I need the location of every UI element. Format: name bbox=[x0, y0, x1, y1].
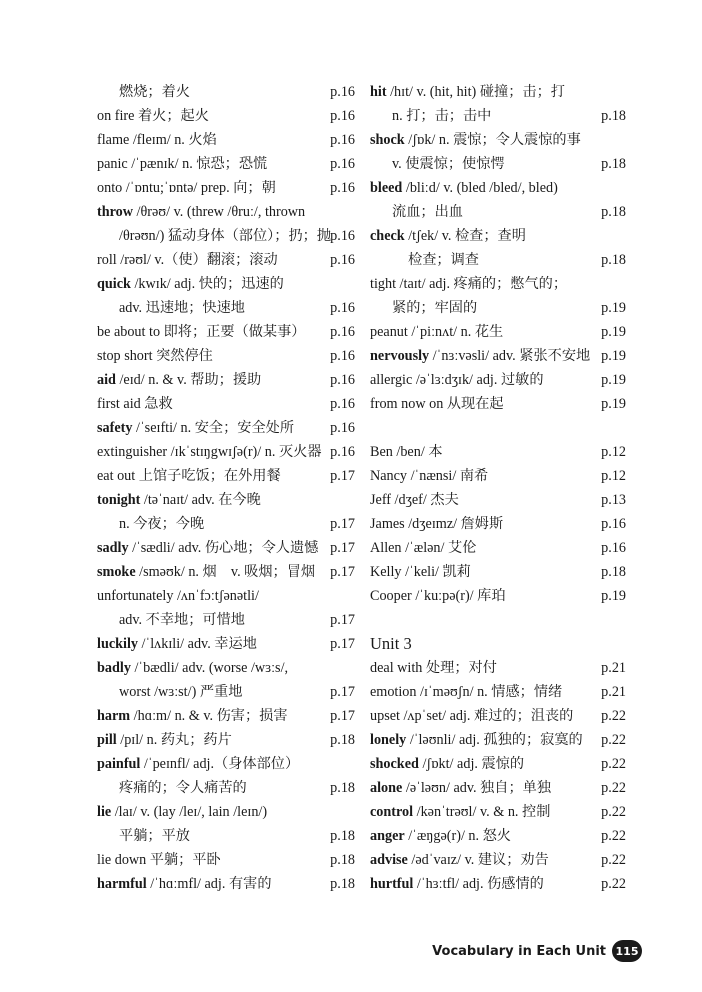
entry-text bbox=[370, 128, 581, 152]
vocab-entry bbox=[370, 824, 626, 848]
unit-heading bbox=[370, 632, 626, 656]
unit-title: Unit 3 bbox=[370, 634, 412, 653]
vocab-entry bbox=[370, 656, 626, 680]
entry-text bbox=[370, 872, 544, 896]
definition: /hɪt/ v. (hit, hit) 碰撞；击；打 bbox=[386, 84, 565, 100]
entry-text bbox=[370, 464, 488, 488]
entry-text bbox=[370, 536, 476, 560]
definition: /ˈhɑːmfl/ adj. 有害的 bbox=[146, 876, 272, 892]
definition: Ben /ben/ 本 bbox=[370, 444, 443, 460]
definition: /ˈhɜːtfl/ adj. 伤感情的 bbox=[413, 876, 544, 892]
entry-text bbox=[97, 440, 322, 464]
entry-text bbox=[97, 536, 318, 560]
entry-text bbox=[97, 176, 276, 200]
vocab-entry bbox=[97, 536, 355, 560]
entry-text bbox=[370, 80, 565, 104]
definition: Nancy /ˈnænsi/ 南希 bbox=[370, 468, 489, 484]
page-reference: p.16 bbox=[330, 300, 355, 316]
page-reference: p.19 bbox=[601, 300, 626, 316]
definition: /ˈbædli/ adv. (worse /wɜːs/, bbox=[130, 660, 289, 676]
definition: /ˈsædli/ adv. 伤心地；令人遗憾 bbox=[128, 540, 319, 556]
entry-text bbox=[97, 608, 245, 632]
definition: 疼痛的；令人痛苦的 bbox=[119, 780, 247, 796]
definition: adv. 不幸地；可惜地 bbox=[119, 612, 245, 628]
page-reference: p.16 bbox=[330, 156, 355, 172]
definition: n. 今夜；今晚 bbox=[119, 516, 205, 532]
entry-text bbox=[370, 392, 504, 416]
definition: /təˈnaɪt/ adv. 在今晚 bbox=[140, 492, 261, 508]
entry-text bbox=[97, 152, 267, 176]
definition: /kənˈtrəʊl/ v. & n. 控制 bbox=[413, 804, 551, 820]
entry-text bbox=[370, 824, 511, 848]
vocab-entry bbox=[97, 680, 355, 704]
vocab-entry bbox=[97, 152, 355, 176]
vocab-entry bbox=[97, 776, 355, 800]
entry-text bbox=[97, 368, 261, 392]
vocab-entry bbox=[97, 416, 355, 440]
headword: hurtful bbox=[370, 876, 414, 892]
entry-text bbox=[370, 104, 491, 128]
headword: sadly bbox=[97, 540, 129, 556]
definition: Jeff /dʒef/ 杰夫 bbox=[370, 492, 459, 508]
page-reference: p.22 bbox=[601, 732, 626, 748]
page-number-badge: 115 bbox=[612, 940, 642, 962]
vocab-entry bbox=[97, 368, 355, 392]
definition: /kwɪk/ adj. 快的；迅速的 bbox=[130, 276, 284, 292]
entry-text bbox=[370, 320, 503, 344]
definition: /laɪ/ v. (lay /leɪ/, lain /leɪn/) bbox=[111, 804, 268, 820]
page-reference: p.18 bbox=[601, 204, 626, 220]
right-column bbox=[370, 80, 626, 896]
entry-text bbox=[370, 512, 503, 536]
headword: check bbox=[370, 228, 405, 244]
vocab-entry bbox=[370, 152, 626, 176]
entry-text bbox=[370, 368, 544, 392]
vocab-entry bbox=[370, 872, 626, 896]
vocab-entry bbox=[370, 104, 626, 128]
entry-text bbox=[370, 560, 471, 584]
vocab-entry bbox=[97, 488, 355, 512]
entry-text bbox=[97, 248, 278, 272]
vocab-entry bbox=[97, 608, 355, 632]
definition: Allen /ˈælən/ 艾伦 bbox=[370, 540, 477, 556]
definition: /θrəʊ/ v. (threw /θruː/, thrown bbox=[133, 204, 306, 220]
headword: lie bbox=[97, 804, 112, 820]
entry-text bbox=[97, 344, 213, 368]
vocab-entry bbox=[370, 80, 626, 104]
definition: emotion /ɪˈməʊʃn/ n. 情感；情绪 bbox=[370, 684, 563, 700]
definition: extinguisher /ɪkˈstɪŋgwɪʃə(r)/ n. 灭火器 bbox=[97, 444, 322, 460]
page-reference: p.16 bbox=[330, 108, 355, 124]
headword: smoke bbox=[97, 564, 136, 580]
vocab-entry bbox=[370, 272, 626, 296]
page-reference: p.22 bbox=[601, 804, 626, 820]
headword: quick bbox=[97, 276, 131, 292]
definition: /pɪl/ n. 药丸；药片 bbox=[116, 732, 232, 748]
entry-text bbox=[97, 200, 305, 224]
entry-text bbox=[97, 632, 257, 656]
entry-text bbox=[97, 824, 190, 848]
vocab-entry bbox=[97, 392, 355, 416]
vocab-entry bbox=[370, 512, 626, 536]
page-reference: p.18 bbox=[601, 252, 626, 268]
definition: stop short 突然停住 bbox=[97, 348, 213, 364]
vocab-entry bbox=[97, 128, 355, 152]
entry-text bbox=[97, 680, 242, 704]
definition: 燃烧；着火 bbox=[119, 84, 190, 100]
section-gap bbox=[370, 416, 626, 440]
page-reference: p.22 bbox=[601, 852, 626, 868]
definition: 检查；调查 bbox=[408, 252, 479, 268]
definition: n. 打；击；击中 bbox=[392, 108, 492, 124]
entry-text bbox=[370, 272, 567, 296]
definition: on fire 着火；起火 bbox=[97, 108, 209, 124]
page-reference: p.16 bbox=[330, 348, 355, 364]
headword: aid bbox=[97, 372, 116, 388]
vocab-entry bbox=[97, 176, 355, 200]
definition: from now on 从现在起 bbox=[370, 396, 504, 412]
entry-text bbox=[97, 728, 232, 752]
definition: /ədˈvaɪz/ v. 建议；劝告 bbox=[407, 852, 549, 868]
headword: painful bbox=[97, 756, 141, 772]
entry-text bbox=[97, 848, 221, 872]
vocab-entry bbox=[97, 296, 355, 320]
definition: 紧的；牢固的 bbox=[392, 300, 478, 316]
definition: /ˈləʊnli/ adj. 孤独的；寂寞的 bbox=[406, 732, 583, 748]
definition: 流血；出血 bbox=[392, 204, 463, 220]
vocab-entry bbox=[370, 704, 626, 728]
page-reference: p.17 bbox=[330, 516, 355, 532]
definition: eat out 上馆子吃饭；在外用餐 bbox=[97, 468, 281, 484]
definition: /ʃɒkt/ adj. 震惊的 bbox=[418, 756, 525, 772]
vocab-entry bbox=[370, 344, 626, 368]
headword: badly bbox=[97, 660, 131, 676]
page-reference: p.18 bbox=[601, 156, 626, 172]
page-reference: p.17 bbox=[330, 612, 355, 628]
definition: peanut /ˈpiːnʌt/ n. 花生 bbox=[370, 324, 504, 340]
vocab-entry bbox=[97, 224, 355, 248]
vocab-entry bbox=[370, 464, 626, 488]
definition: Kelly /ˈkeli/ 凯莉 bbox=[370, 564, 471, 580]
page-reference: p.22 bbox=[601, 756, 626, 772]
vocab-entry bbox=[97, 248, 355, 272]
entry-text bbox=[370, 488, 459, 512]
vocab-entry bbox=[370, 224, 626, 248]
page-reference: p.21 bbox=[601, 684, 626, 700]
definition: tight /taɪt/ adj. 疼痛的；憋气的； bbox=[370, 276, 568, 292]
page-reference: p.16 bbox=[330, 324, 355, 340]
headword: harm bbox=[97, 708, 131, 724]
entry-text bbox=[97, 584, 259, 608]
entry-text bbox=[97, 104, 209, 128]
headword: alone bbox=[370, 780, 403, 796]
definition: /θrəʊn/) 猛动身体（部位）；扔；抛 bbox=[119, 228, 332, 244]
headword: tonight bbox=[97, 492, 141, 508]
entry-text bbox=[97, 488, 261, 512]
definition: /ʃɒk/ n. 震惊；令人震惊的事 bbox=[404, 132, 581, 148]
page-reference: p.21 bbox=[601, 660, 626, 676]
headword: lonely bbox=[370, 732, 407, 748]
entry-text bbox=[97, 224, 331, 248]
page-reference: p.17 bbox=[330, 564, 355, 580]
left-column bbox=[97, 80, 355, 896]
page-reference: p.19 bbox=[601, 372, 626, 388]
page-reference: p.16 bbox=[601, 540, 626, 556]
vocab-entry bbox=[370, 488, 626, 512]
footer-title: Vocabulary in Each Unit bbox=[432, 943, 606, 959]
definition: /ˈæŋgə(r)/ n. 怒火 bbox=[404, 828, 511, 844]
definition: /sməʊk/ n. 烟 v. 吸烟；冒烟 bbox=[135, 564, 316, 580]
vocab-entry bbox=[370, 200, 626, 224]
definition: upset /ʌpˈset/ adj. 难过的；沮丧的 bbox=[370, 708, 574, 724]
headword: pill bbox=[97, 732, 117, 748]
vocab-entry bbox=[370, 560, 626, 584]
page-reference: p.16 bbox=[330, 444, 355, 460]
page-reference: p.17 bbox=[330, 468, 355, 484]
vocab-entry bbox=[97, 464, 355, 488]
definition: adv. 迅速地；快速地 bbox=[119, 300, 245, 316]
entry-text bbox=[370, 224, 526, 248]
definition: lie down 平躺；平卧 bbox=[97, 852, 221, 868]
vocab-entry bbox=[97, 320, 355, 344]
vocab-entry bbox=[370, 584, 626, 608]
entry-text bbox=[97, 704, 288, 728]
page-reference: p.13 bbox=[601, 492, 626, 508]
entry-text bbox=[370, 776, 551, 800]
vocab-entry bbox=[370, 728, 626, 752]
headword: hit bbox=[370, 84, 387, 100]
entry-text bbox=[370, 752, 524, 776]
entry-text bbox=[97, 392, 173, 416]
headword: anger bbox=[370, 828, 405, 844]
entry-text bbox=[97, 80, 190, 104]
headword: advise bbox=[370, 852, 408, 868]
page-reference: p.22 bbox=[601, 828, 626, 844]
page-reference: p.18 bbox=[330, 828, 355, 844]
definition: /ˈlʌkɪli/ adv. 幸运地 bbox=[138, 636, 257, 652]
page-reference: p.19 bbox=[601, 588, 626, 604]
vocab-entry bbox=[370, 848, 626, 872]
definition: /bliːd/ v. (bled /bled/, bled) bbox=[402, 180, 558, 196]
definition: unfortunately /ʌnˈfɔːtʃənətli/ bbox=[97, 588, 259, 604]
page-reference: p.16 bbox=[330, 132, 355, 148]
headword: safety bbox=[97, 420, 133, 436]
entry-text bbox=[370, 200, 463, 224]
vocab-entry bbox=[370, 392, 626, 416]
vocab-entry bbox=[97, 800, 355, 824]
page-reference: p.16 bbox=[330, 84, 355, 100]
page-reference: p.16 bbox=[330, 372, 355, 388]
vocab-entry bbox=[97, 272, 355, 296]
page-reference: p.17 bbox=[330, 540, 355, 556]
definition: 平躺；平放 bbox=[119, 828, 190, 844]
entry-text bbox=[370, 656, 497, 680]
entry-text bbox=[97, 776, 247, 800]
entry-text bbox=[370, 728, 583, 752]
page-reference: p.18 bbox=[330, 876, 355, 892]
page-reference: p.18 bbox=[601, 564, 626, 580]
definition: first aid 急救 bbox=[97, 396, 173, 412]
entry-text bbox=[370, 848, 549, 872]
vocab-entry bbox=[370, 800, 626, 824]
page-reference: p.16 bbox=[601, 516, 626, 532]
entry-text bbox=[97, 416, 294, 440]
definition: Cooper /ˈkuːpə(r)/ 库珀 bbox=[370, 588, 506, 604]
headword: luckily bbox=[97, 636, 138, 652]
definition: v. 使震惊；使惊愕 bbox=[392, 156, 505, 172]
definition: /ˈseɪfti/ n. 安全；安全处所 bbox=[132, 420, 295, 436]
vocab-entry bbox=[97, 728, 355, 752]
entry-text bbox=[97, 128, 217, 152]
vocab-entry bbox=[370, 320, 626, 344]
definition: be about to 即将；正要（做某事） bbox=[97, 324, 306, 340]
vocab-entry bbox=[370, 680, 626, 704]
page-reference: p.22 bbox=[601, 708, 626, 724]
vocab-entry bbox=[370, 776, 626, 800]
page-reference: p.17 bbox=[330, 708, 355, 724]
vocab-entry bbox=[97, 512, 355, 536]
page-reference: p.19 bbox=[601, 348, 626, 364]
headword: shock bbox=[370, 132, 405, 148]
entry-text bbox=[97, 272, 284, 296]
vocab-entry bbox=[97, 704, 355, 728]
headword: nervously bbox=[370, 348, 430, 364]
entry-text bbox=[370, 584, 506, 608]
headword: control bbox=[370, 804, 414, 820]
page-reference: p.16 bbox=[330, 228, 355, 244]
definition: /eɪd/ n. & v. 帮助；援助 bbox=[115, 372, 262, 388]
page-reference: p.16 bbox=[330, 180, 355, 196]
vocab-entry bbox=[370, 536, 626, 560]
definition: /ˈnɜːvəsli/ adv. 紧张不安地 bbox=[429, 348, 591, 364]
page-reference: p.17 bbox=[330, 684, 355, 700]
vocab-entry bbox=[97, 872, 355, 896]
headword: bleed bbox=[370, 180, 403, 196]
entry-text bbox=[97, 800, 267, 824]
definition: /hɑːm/ n. & v. 伤害；损害 bbox=[130, 708, 288, 724]
definition: James /dʒeɪmz/ 詹姆斯 bbox=[370, 516, 504, 532]
entry-text bbox=[97, 752, 299, 776]
vocab-entry bbox=[97, 200, 355, 224]
entry-text bbox=[97, 320, 305, 344]
vocab-entry bbox=[97, 560, 355, 584]
entry-text bbox=[370, 152, 505, 176]
page-reference: p.19 bbox=[601, 324, 626, 340]
definition: flame /fleɪm/ n. 火焰 bbox=[97, 132, 217, 148]
vocab-entry bbox=[97, 440, 355, 464]
page-reference: p.18 bbox=[330, 732, 355, 748]
entry-text bbox=[97, 656, 288, 680]
page-reference: p.16 bbox=[330, 252, 355, 268]
entry-text bbox=[370, 800, 550, 824]
page-reference: p.16 bbox=[330, 396, 355, 412]
vocab-entry bbox=[370, 368, 626, 392]
vocab-entry bbox=[370, 296, 626, 320]
entry-text bbox=[370, 704, 573, 728]
vocab-entry bbox=[97, 656, 355, 680]
vocab-entry bbox=[370, 248, 626, 272]
page-reference: p.18 bbox=[330, 780, 355, 796]
entry-text bbox=[97, 512, 204, 536]
entry-text bbox=[97, 464, 281, 488]
headword: harmful bbox=[97, 876, 147, 892]
entry-text bbox=[370, 296, 477, 320]
definition: allergic /əˈlɜːdʒɪk/ adj. 过敏的 bbox=[370, 372, 544, 388]
page-reference: p.22 bbox=[601, 780, 626, 796]
entry-text bbox=[97, 560, 315, 584]
vocab-entry bbox=[97, 344, 355, 368]
vocab-entry bbox=[97, 104, 355, 128]
entry-text bbox=[370, 176, 558, 200]
page-reference: p.12 bbox=[601, 444, 626, 460]
entry-text bbox=[97, 872, 272, 896]
definition: onto /ˈɒntu;ˈɒntə/ prep. 向；朝 bbox=[97, 180, 276, 196]
page-reference: p.16 bbox=[330, 420, 355, 436]
entry-text bbox=[370, 680, 562, 704]
entry-text bbox=[370, 440, 443, 464]
vocab-entry bbox=[97, 80, 355, 104]
definition: panic /ˈpænɪk/ n. 惊恐；恐慌 bbox=[97, 156, 268, 172]
vocab-entry bbox=[370, 752, 626, 776]
definition: /tʃek/ v. 检查；查明 bbox=[404, 228, 526, 244]
page-footer bbox=[432, 940, 642, 962]
definition: /ˈpeɪnfl/ adj.（身体部位） bbox=[140, 756, 300, 772]
vocab-entry bbox=[370, 176, 626, 200]
entry-text bbox=[97, 296, 245, 320]
vocab-entry bbox=[370, 128, 626, 152]
definition: roll /rəʊl/ v.（使）翻滚；滚动 bbox=[97, 252, 278, 268]
definition: /əˈləʊn/ adv. 独自；单独 bbox=[402, 780, 552, 796]
vocab-entry bbox=[97, 632, 355, 656]
section-gap bbox=[370, 608, 626, 632]
page-reference: p.17 bbox=[330, 636, 355, 652]
page-reference: p.18 bbox=[330, 852, 355, 868]
headword: throw bbox=[97, 204, 133, 220]
entry-text bbox=[370, 248, 479, 272]
page-reference: p.18 bbox=[601, 108, 626, 124]
page-reference: p.19 bbox=[601, 396, 626, 412]
vocab-entry bbox=[97, 848, 355, 872]
definition: deal with 处理；对付 bbox=[370, 660, 497, 676]
page-reference: p.22 bbox=[601, 876, 626, 892]
entry-text bbox=[370, 344, 590, 368]
headword: shocked bbox=[370, 756, 419, 772]
page-reference: p.12 bbox=[601, 468, 626, 484]
vocab-entry bbox=[97, 584, 355, 608]
definition: worst /wɜːst/) 严重地 bbox=[119, 684, 243, 700]
vocab-entry bbox=[97, 824, 355, 848]
vocab-entry bbox=[97, 752, 355, 776]
vocab-entry bbox=[370, 440, 626, 464]
